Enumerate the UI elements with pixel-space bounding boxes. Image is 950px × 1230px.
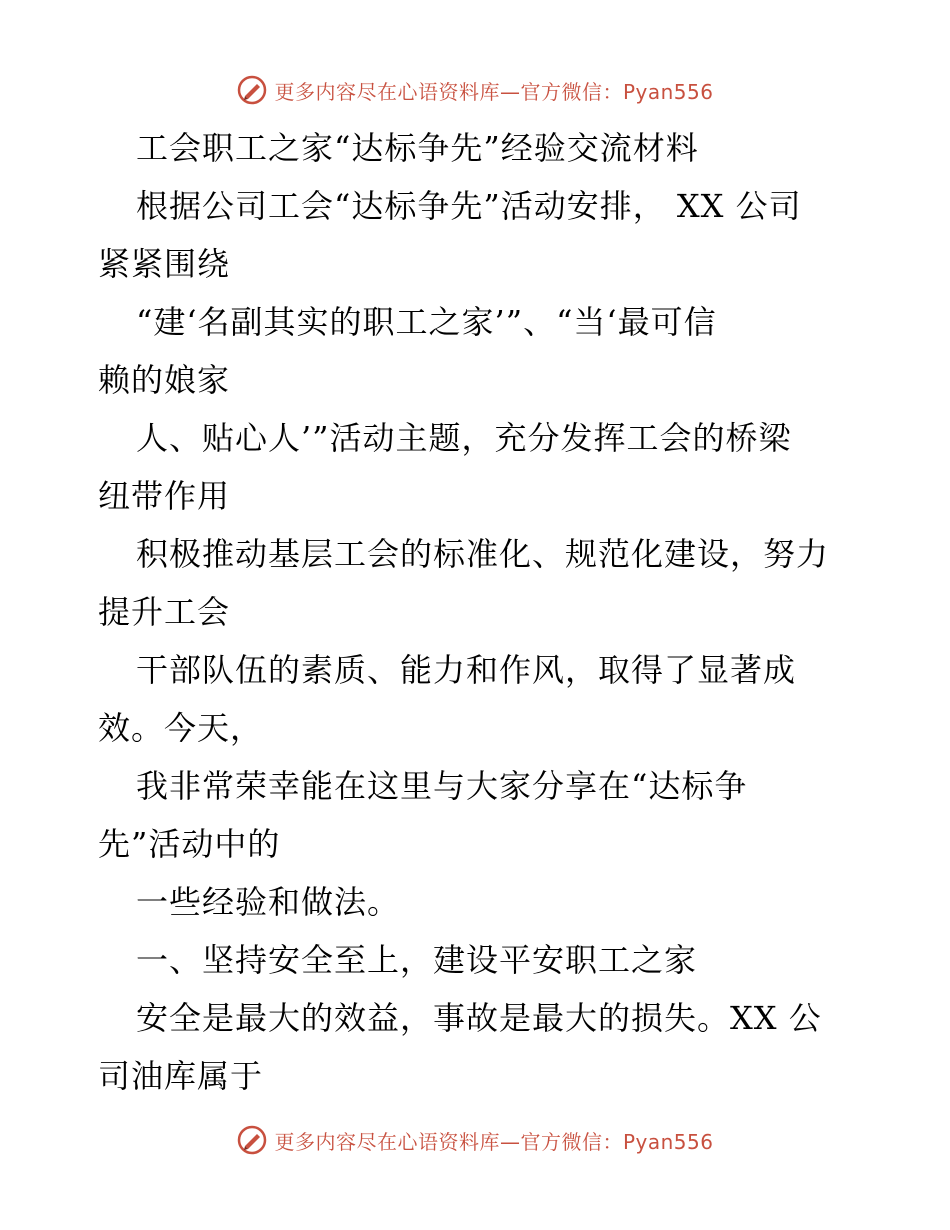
paragraph-line: 赖的娘家 [98,361,231,399]
watermark-text: 更多内容尽在心语资料库—官方微信：Pyan556 [274,79,714,104]
header-watermark-banner [0,70,950,110]
section-heading: 一、坚持安全至上，建设平安职工之家 [136,941,698,979]
paragraph-line: 纽带作用 [98,477,231,515]
paragraph-line: 干部队伍的素质、能力和作风，取得了显著成 [136,651,797,689]
paragraph-line: 一些经验和做法。 [136,883,401,921]
footer-watermark-banner [0,1120,950,1160]
paragraph-line: 紧紧围绕 [98,245,231,283]
document-title: 工会职工之家“达标争先”经验交流材料 [136,129,699,167]
paragraph-line: 先”活动中的 [98,825,281,863]
paragraph-line: 我非常荣幸能在这里与大家分享在“达标争 [136,767,748,805]
watermark-text: 更多内容尽在心语资料库—官方微信：Pyan556 [274,1129,714,1154]
paragraph-line: 根据公司工会“达标争先”活动安排， XX 公司 [136,187,802,225]
paragraph-line: 效。今天， [98,709,264,747]
paragraph-line: 积极推动基层工会的标准化、规范化建设，努力 [136,535,830,573]
paragraph-line: 安全是最大的效益，事故是最大的损失。XX 公 [136,999,822,1037]
paragraph-line: 司油库属于 [98,1057,264,1095]
pen-logo-icon [236,1124,268,1156]
paragraph-line: 提升工会 [98,593,231,631]
paragraph-line: 人、贴心人’”活动主题，充分发挥工会的桥梁 [136,419,792,457]
paragraph-line: “建‘名副其实的职工之家’”、“当‘最可信 [136,303,717,341]
pen-logo-icon [236,74,268,106]
